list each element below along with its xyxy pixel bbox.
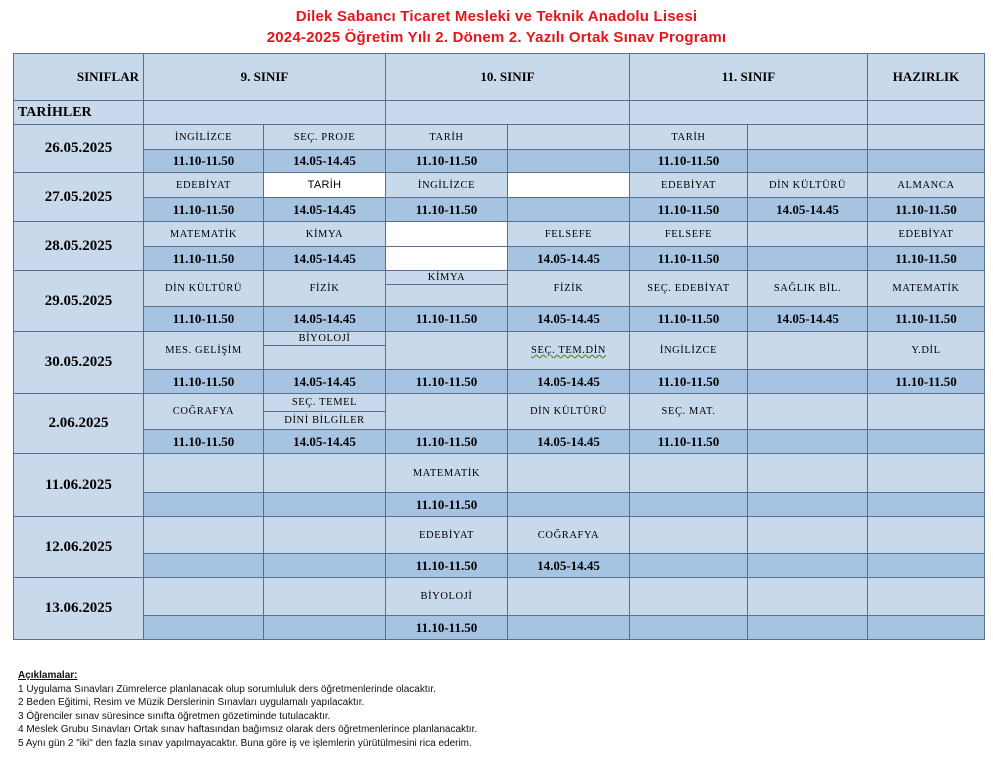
subject-cell-blank — [264, 346, 386, 370]
subject-cell: EDEBİYAT — [386, 517, 508, 554]
day-subject-row — [14, 173, 985, 198]
subject-cell — [144, 454, 264, 493]
subject-cell: FELSEFE — [508, 222, 630, 247]
subject-cell — [630, 578, 748, 616]
time-cell: 14.05-14.45 — [264, 430, 386, 454]
time-cell: 11.10-11.50 — [386, 150, 508, 173]
header-9-sinif: 9. SINIF — [144, 54, 386, 101]
notes-heading: Açıklamalar: — [18, 670, 78, 681]
subject-cell — [508, 578, 630, 616]
note-item: 1 Uygulama Sınavları Zümrelerce planlanacak olup sorumluluk ders öğretmenlerinde olacaktır. — [18, 683, 436, 695]
subject-cell: EDEBİYAT — [630, 173, 748, 198]
time-cell — [868, 616, 985, 640]
subject-cell: Y.DİL — [868, 332, 985, 370]
time-cell — [264, 554, 386, 578]
subject-cell — [748, 578, 868, 616]
subject-cell: SEÇ. TEM.DİN — [508, 332, 630, 370]
subject-cell — [144, 517, 264, 554]
subject-cell: İNGİLİZCE — [630, 332, 748, 370]
exam-schedule-table — [13, 53, 985, 640]
tarihler-empty-11 — [630, 101, 868, 125]
subject-cell — [386, 222, 508, 247]
subject-cell: SEÇ. PROJE — [264, 125, 386, 150]
tarihler-empty-9 — [144, 101, 386, 125]
time-cell: 14.05-14.45 — [264, 247, 386, 271]
subject-cell — [386, 394, 508, 430]
time-cell — [264, 493, 386, 517]
subject-cell: TARİH — [386, 125, 508, 150]
time-cell: 11.10-11.50 — [144, 307, 264, 332]
subject-cell — [508, 125, 630, 150]
time-cell — [630, 616, 748, 640]
time-cell: 11.10-11.50 — [868, 247, 985, 271]
subject-cell: DİN KÜLTÜRÜ — [508, 394, 630, 430]
time-cell: 11.10-11.50 — [386, 554, 508, 578]
time-cell: 14.05-14.45 — [508, 554, 630, 578]
subject-cell: SEÇ. EDEBİYAT — [630, 271, 748, 307]
day-subject-row — [14, 517, 985, 554]
subject-cell: MATEMATİK — [144, 222, 264, 247]
time-cell: 14.05-14.45 — [264, 150, 386, 173]
day-subject-row — [14, 125, 985, 150]
header-siniflar: SINIFLAR — [14, 54, 144, 101]
subject-cell — [264, 578, 386, 616]
subject-cell — [748, 222, 868, 247]
time-cell: 11.10-11.50 — [868, 198, 985, 222]
time-cell — [868, 493, 985, 517]
note-item: 2 Beden Eğitimi, Resim ve Müzik Derslerinin Sınavları uygulamalı yapılacaktır. — [18, 697, 365, 708]
day-subject-row — [14, 454, 985, 493]
time-cell — [868, 430, 985, 454]
header-hazirlik: HAZIRLIK — [868, 54, 985, 101]
subject-cell — [508, 454, 630, 493]
subject-cell — [748, 517, 868, 554]
time-cell: 11.10-11.50 — [630, 307, 748, 332]
subject-cell — [868, 394, 985, 430]
time-cell: 11.10-11.50 — [630, 247, 748, 271]
time-cell: 11.10-11.50 — [630, 430, 748, 454]
time-cell: 14.05-14.45 — [508, 247, 630, 271]
subject-cell — [868, 454, 985, 493]
time-cell — [748, 370, 868, 394]
time-cell — [868, 554, 985, 578]
subject-cell — [868, 578, 985, 616]
subject-cell — [630, 454, 748, 493]
date-cell: 11.06.2025 — [14, 454, 144, 517]
page-title-program: 2024-2025 Öğretim Yılı 2. Dönem 2. Yazılı Ortak Sınav Programı — [266, 29, 727, 46]
date-cell: 26.05.2025 — [14, 125, 144, 173]
time-cell — [508, 493, 630, 517]
time-cell: 11.10-11.50 — [386, 198, 508, 222]
day-time-row — [14, 307, 985, 332]
subject-cell — [748, 332, 868, 370]
time-cell — [144, 554, 264, 578]
subject-cell — [748, 394, 868, 430]
time-cell: 11.10-11.50 — [630, 198, 748, 222]
time-cell: 14.05-14.45 — [508, 307, 630, 332]
subject-cell: EDEBİYAT — [144, 173, 264, 198]
time-cell: 14.05-14.45 — [508, 370, 630, 394]
date-cell: 30.05.2025 — [14, 332, 144, 394]
subject-cell: İNGİLİZCE — [144, 125, 264, 150]
time-cell: 11.10-11.50 — [144, 370, 264, 394]
time-cell — [748, 430, 868, 454]
time-cell: 14.05-14.45 — [508, 430, 630, 454]
subject-cell: FELSEFE — [630, 222, 748, 247]
subject-cell: SEÇ. TEMEL — [264, 394, 386, 412]
time-cell — [144, 493, 264, 517]
subject-cell: DİNİ BİLGİLER — [264, 412, 386, 430]
subject-cell: BİYOLOJİ — [264, 332, 386, 346]
subject-cell — [386, 332, 508, 370]
subject-cell — [630, 517, 748, 554]
time-cell — [748, 554, 868, 578]
subject-cell — [748, 454, 868, 493]
time-cell: 11.10-11.50 — [386, 493, 508, 517]
notes-section — [18, 669, 477, 750]
subject-cell: BİYOLOJİ — [386, 578, 508, 616]
tarihler-empty-haz — [868, 101, 985, 125]
subject-cell: ALMANCA — [868, 173, 985, 198]
subject-cell: FİZİK — [264, 271, 386, 307]
time-cell — [630, 493, 748, 517]
day-time-row — [14, 247, 985, 271]
subject-cell: SEÇ. MAT. — [630, 394, 748, 430]
time-cell — [508, 616, 630, 640]
note-item: 4 Meslek Grubu Sınavları Ortak sınav haftasından bağımsız olarak ders öğretmenlerince planlanacaktır. — [18, 724, 478, 735]
day-subject-row — [14, 222, 985, 247]
time-cell: 14.05-14.45 — [748, 307, 868, 332]
subject-cell: COĞRAFYA — [508, 517, 630, 554]
time-cell — [508, 198, 630, 222]
subject-cell: FİZİK — [508, 271, 630, 307]
subject-cell: EDEBİYAT — [868, 222, 985, 247]
subject-cell: MES. GELİŞİM — [144, 332, 264, 370]
day-time-row — [14, 198, 985, 222]
time-cell: 11.10-11.50 — [386, 307, 508, 332]
day-subject-row — [14, 271, 985, 285]
day-subject-row — [14, 578, 985, 616]
time-cell: 11.10-11.50 — [386, 370, 508, 394]
date-cell: 27.05.2025 — [14, 173, 144, 222]
subject-cell — [868, 125, 985, 150]
header-10-sinif: 10. SINIF — [386, 54, 630, 101]
subject-cell: TARİH — [264, 173, 386, 198]
time-cell: 11.10-11.50 — [630, 150, 748, 173]
time-cell — [144, 616, 264, 640]
day-time-row — [14, 554, 985, 578]
time-cell: 11.10-11.50 — [144, 198, 264, 222]
time-cell — [386, 247, 508, 271]
day-time-row — [14, 616, 985, 640]
time-cell: 11.10-11.50 — [868, 307, 985, 332]
time-cell: 14.05-14.45 — [748, 198, 868, 222]
subject-cell — [508, 173, 630, 198]
date-cell: 12.06.2025 — [14, 517, 144, 578]
date-cell: 2.06.2025 — [14, 394, 144, 454]
time-cell: 14.05-14.45 — [264, 198, 386, 222]
header-tarihler: TARİHLER — [14, 101, 144, 125]
tarihler-row — [14, 101, 985, 125]
subject-cell — [264, 517, 386, 554]
day-subject-row — [14, 332, 985, 346]
subject-cell-blank — [386, 285, 508, 307]
note-item: 5 Aynı gün 2 "iki" den fazla sınav yapılmayacaktır. Buna göre iş ve işlemlerin yürütülmesini rica ederim. — [18, 737, 472, 749]
day-time-row — [14, 430, 985, 454]
time-cell — [508, 150, 630, 173]
time-cell: 11.10-11.50 — [144, 430, 264, 454]
tarihler-empty-10 — [386, 101, 630, 125]
subject-cell: COĞRAFYA — [144, 394, 264, 430]
time-cell: 11.10-11.50 — [630, 370, 748, 394]
day-time-row — [14, 493, 985, 517]
time-cell — [748, 616, 868, 640]
time-cell — [748, 493, 868, 517]
subject-cell: SAĞLIK BİL. — [748, 271, 868, 307]
time-cell: 11.10-11.50 — [144, 247, 264, 271]
subject-cell: MATEMATİK — [868, 271, 985, 307]
time-cell — [630, 554, 748, 578]
time-cell: 11.10-11.50 — [144, 150, 264, 173]
time-cell — [748, 150, 868, 173]
date-cell: 13.06.2025 — [14, 578, 144, 640]
subject-cell — [144, 578, 264, 616]
subject-cell: DİN KÜLTÜRÜ — [144, 271, 264, 307]
note-item: 3 Öğrenciler sınav süresince sınıfta öğretmen gözetiminde tutulacaktır. — [18, 710, 331, 722]
time-cell: 11.10-11.50 — [868, 370, 985, 394]
time-cell: 14.05-14.45 — [264, 370, 386, 394]
subject-cell: KİMYA — [264, 222, 386, 247]
date-cell: 28.05.2025 — [14, 222, 144, 271]
day-time-row — [14, 150, 985, 173]
time-cell: 14.05-14.45 — [264, 307, 386, 332]
header-row — [14, 54, 985, 101]
time-cell: 11.10-11.50 — [386, 616, 508, 640]
date-cell: 29.05.2025 — [14, 271, 144, 332]
time-cell — [748, 247, 868, 271]
subject-cell: MATEMATİK — [386, 454, 508, 493]
subject-cell — [748, 125, 868, 150]
subject-cell — [264, 454, 386, 493]
page-title-school: Dilek Sabancı Ticaret Mesleki ve Teknik Anadolu Lisesi — [295, 8, 698, 25]
subject-cell — [868, 517, 985, 554]
header-11-sinif: 11. SINIF — [630, 54, 868, 101]
subject-cell: TARİH — [630, 125, 748, 150]
subject-cell: KİMYA — [386, 271, 508, 285]
subject-cell: DİN KÜLTÜRÜ — [748, 173, 868, 198]
day-time-row — [14, 370, 985, 394]
time-cell — [264, 616, 386, 640]
subject-cell: İNGİLİZCE — [386, 173, 508, 198]
day-subject-row — [14, 394, 985, 412]
time-cell — [868, 150, 985, 173]
time-cell: 11.10-11.50 — [386, 430, 508, 454]
